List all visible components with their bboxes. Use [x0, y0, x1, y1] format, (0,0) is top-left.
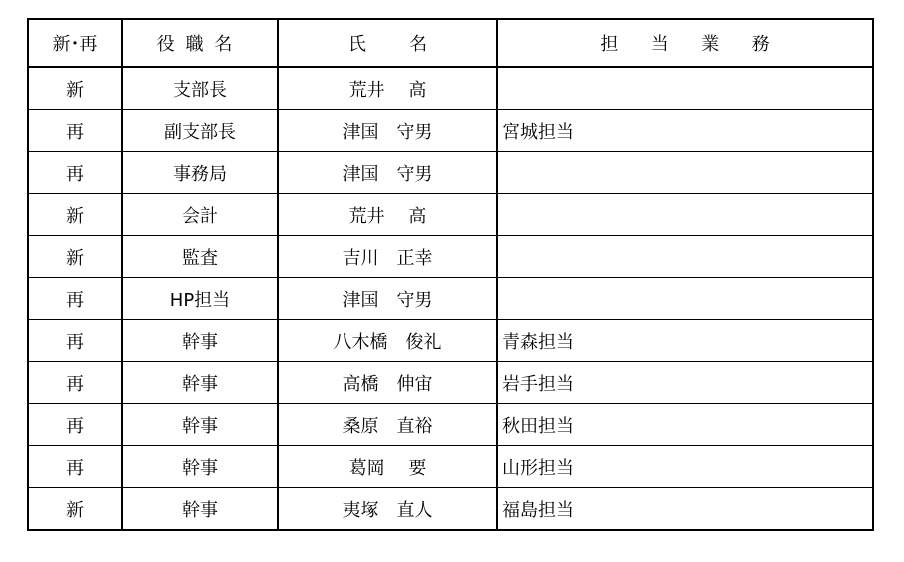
- duty-cell: 岩手担当: [497, 362, 873, 404]
- status-cell: 再: [28, 110, 122, 152]
- role-cell: 幹事: [122, 320, 278, 362]
- table-row: [28, 278, 873, 320]
- role-cell: 監査: [122, 236, 278, 278]
- table-row: [28, 404, 873, 446]
- status-cell: 再: [28, 278, 122, 320]
- role-cell: 幹事: [122, 404, 278, 446]
- role-cell: 幹事: [122, 362, 278, 404]
- header-role: 役職名: [122, 19, 278, 67]
- name-cell: 荒井 高: [278, 67, 497, 110]
- status-cell: 再: [28, 446, 122, 488]
- table-row: [28, 320, 873, 362]
- role-cell: HP担当: [122, 278, 278, 320]
- name-cell: 夷塚 直人: [278, 488, 497, 531]
- status-cell: 新: [28, 194, 122, 236]
- status-cell: 新: [28, 236, 122, 278]
- status-cell: 再: [28, 404, 122, 446]
- role-cell: 幹事: [122, 446, 278, 488]
- duty-cell: 青森担当: [497, 320, 873, 362]
- status-cell: 新: [28, 488, 122, 531]
- name-cell: 津国 守男: [278, 278, 497, 320]
- duty-cell: [497, 152, 873, 194]
- name-cell: 吉川 正幸: [278, 236, 497, 278]
- table-row: [28, 110, 873, 152]
- status-cell: 再: [28, 152, 122, 194]
- role-cell: 副支部長: [122, 110, 278, 152]
- duty-cell: [497, 67, 873, 110]
- status-cell: 再: [28, 362, 122, 404]
- duty-cell: [497, 236, 873, 278]
- header-duty: 担当業務: [497, 19, 873, 67]
- name-cell: 津国 守男: [278, 152, 497, 194]
- table-row: [28, 194, 873, 236]
- name-cell: 桑原 直裕: [278, 404, 497, 446]
- duty-cell: [497, 278, 873, 320]
- role-cell: 会計: [122, 194, 278, 236]
- name-cell: 八木橋 俊礼: [278, 320, 497, 362]
- name-cell: 高橋 伸宙: [278, 362, 497, 404]
- role-cell: 支部長: [122, 67, 278, 110]
- table-row: [28, 152, 873, 194]
- header-name: 氏名: [278, 19, 497, 67]
- duty-cell: 山形担当: [497, 446, 873, 488]
- table-row: [28, 446, 873, 488]
- duty-cell: 秋田担当: [497, 404, 873, 446]
- name-cell: 荒井 高: [278, 194, 497, 236]
- role-cell: 事務局: [122, 152, 278, 194]
- duty-cell: 宮城担当: [497, 110, 873, 152]
- duty-cell: [497, 194, 873, 236]
- header-row: [28, 19, 873, 67]
- role-cell: 幹事: [122, 488, 278, 531]
- status-cell: 新: [28, 67, 122, 110]
- header-status: 新･再: [28, 19, 122, 67]
- status-cell: 再: [28, 320, 122, 362]
- duty-cell: 福島担当: [497, 488, 873, 531]
- table-row: [28, 488, 873, 531]
- table-row: [28, 362, 873, 404]
- table-row: [28, 67, 873, 110]
- name-cell: 津国 守男: [278, 110, 497, 152]
- name-cell: 葛岡 要: [278, 446, 497, 488]
- table-row: [28, 236, 873, 278]
- officer-roster-table: [27, 18, 874, 531]
